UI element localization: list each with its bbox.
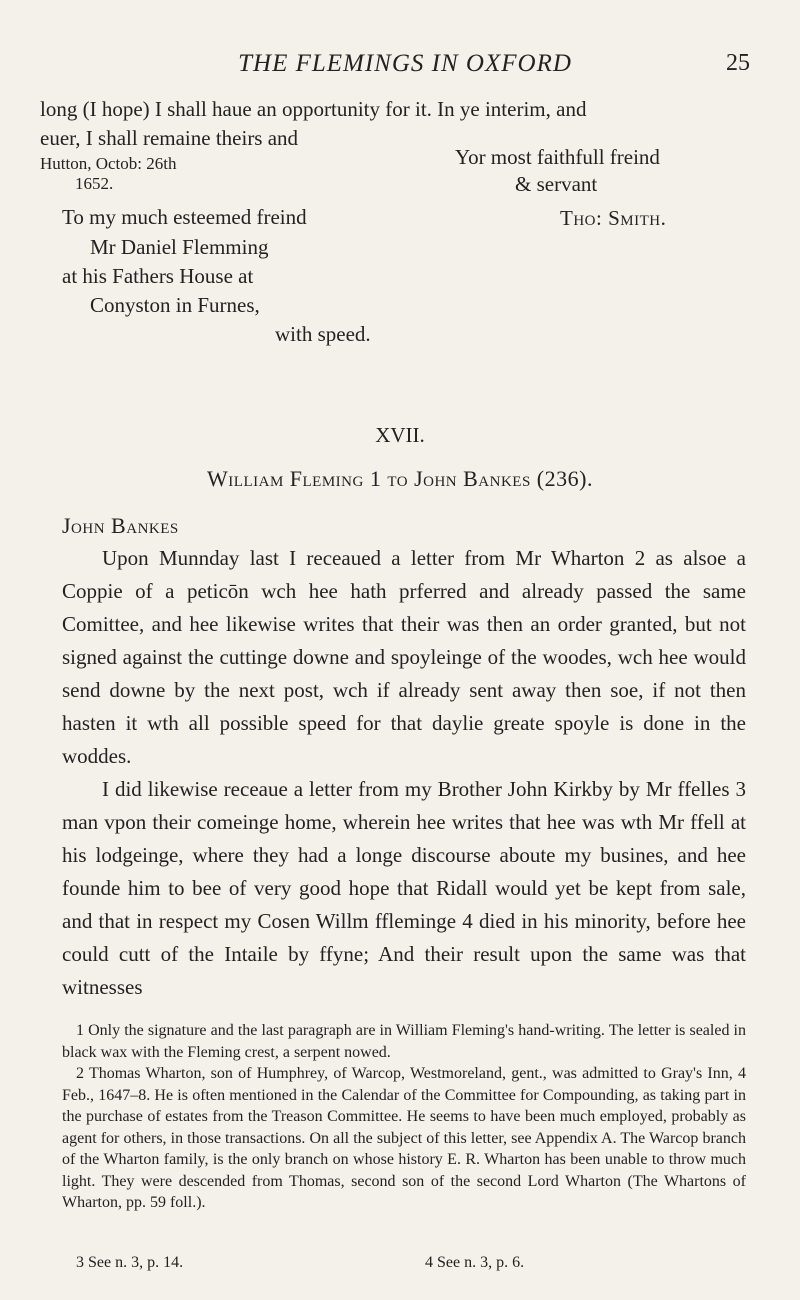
section-heading: William Fleming 1 to John Bankes (236).: [207, 466, 593, 491]
closing-line-1: Yor most faithfull freind: [455, 145, 660, 169]
salutation: John Bankes: [62, 513, 179, 538]
body-paragraph-1: Upon Munnday last I receaued a letter from Mr Wharton 2 as alsoe a Coppie of a peticōn wch hee hath prferred and already passed the same Comittee, and hee likewise writes that their was then an order granted, but not signed against the cuttinge downe and spoyleinge of the woodes, wch hee would send downe by the next post, wch if already sent away then soe, if not then hasten it wth all possible speed for that daylie greate spoyle is done in the woddes.: [62, 546, 746, 768]
footnote-2: 2 Thomas Wharton, son of Humphrey, of Warcop, Westmoreland, gent., was admitted to Gray's Inn, 4 Feb., 1647–8. He is often mentioned in the Calendar of the Committee for Compounding, as taking part in the purchase of estates from the Treason Committee. He seems to have been much employed, probably as agent for others, in those transactions. On all the subject of this letter, see Appendix A. The Warcop branch of the Wharton family, is the only branch on whose history E. R. Wharton has been unable to throw much light. They were descended from Thomas, second son of the second Lord Wharton (The Whartons of Wharton, pp. 59 foll.).: [62, 1065, 746, 1211]
letter-line-1: long (I hope) I shall haue an opportunity for it. In ye interim, and: [40, 97, 587, 121]
footnote-rule: [62, 1000, 746, 1002]
address-line-4: Conyston in Furnes,: [90, 293, 260, 317]
footnote-3: 3 See n. 3, p. 14.: [76, 1254, 184, 1271]
footnote-1: 1 Only the signature and the last paragraph are in William Fleming's hand-writing. The letter is sealed in black wax with the Fleming crest, a serpent nowed.: [62, 1022, 746, 1061]
body-paragraph-2: I did likewise receaue a letter from my Brother John Kirkby by Mr ffelles 3 man vpon their comeinge home, wherein hee writes that hee was wth Mr ffell at his lodgeinge, where they had a longe discourse aboute my busines, and hee founde him to bee of very good hope that Ridall would yet be kept from sale, and that in respect my Cosen Willm ffleminge 4 died in his minority, before hee could cutt of the Intaile by ffyne; And their result upon the same was that witnesses: [62, 777, 746, 999]
section-number: XVII.: [375, 423, 425, 447]
address-line-5: with speed.: [275, 322, 371, 346]
letter-line-2: euer, I shall remaine theirs and: [40, 126, 299, 150]
closing-line-2: & servant: [515, 172, 598, 196]
address-line-1: To my much esteemed freind: [62, 205, 307, 229]
page-header: [60, 44, 750, 84]
place-date-2: 1652.: [75, 174, 114, 193]
footnotes: [62, 1020, 746, 1214]
running-title: THE FLEMINGS IN OXFORD: [238, 50, 572, 77]
signature: Tho: Smith.: [560, 206, 667, 230]
address-line-3: at his Fathers House at: [62, 264, 254, 288]
place-date-1: Hutton, Octob: 26th: [40, 154, 177, 173]
letter-body: [62, 542, 746, 1004]
page-number: 25: [726, 50, 750, 76]
footnote-4: 4 See n. 3, p. 6.: [425, 1254, 525, 1271]
address-line-2: Mr Daniel Flemming: [90, 235, 269, 259]
